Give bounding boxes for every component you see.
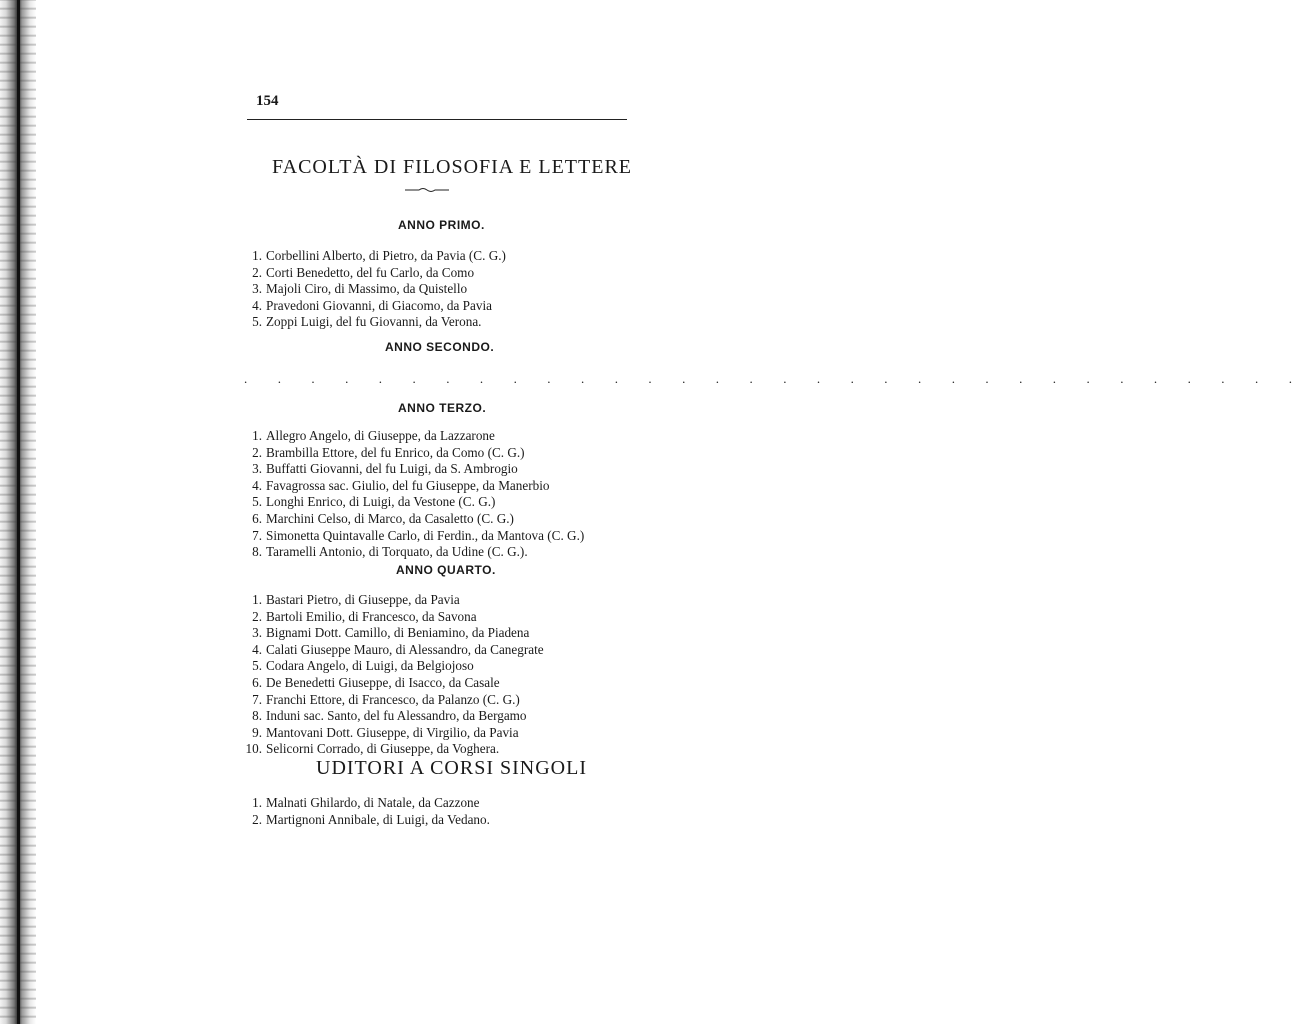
list-item — [242, 265, 506, 282]
list-item — [242, 708, 544, 725]
item-number: 10. — [245, 741, 262, 757]
list-item — [242, 675, 544, 692]
item-number: 3. — [252, 461, 262, 477]
student-list-quarto — [242, 592, 544, 758]
auditors-title: UDITORI A CORSI SINGOLI — [316, 757, 587, 779]
list-item — [242, 428, 584, 445]
student-entry: Bartoli Emilio, di Francesco, da Savona — [266, 608, 477, 624]
item-number: 2. — [252, 811, 262, 827]
list-item — [242, 511, 584, 528]
student-entry: Franchi Ettore, di Francesco, da Palanzo (C. G.) — [266, 691, 520, 707]
student-list-primo — [242, 248, 506, 331]
student-entry: Selicorni Corrado, di Giuseppe, da Voghera. — [266, 741, 500, 757]
student-entry: Mantovani Dott. Giuseppe, di Virgilio, da Pavia — [266, 724, 519, 740]
list-item — [242, 812, 490, 829]
year-heading-terzo: ANNO TERZO. — [398, 401, 487, 415]
list-item — [242, 494, 584, 511]
list-item — [242, 298, 506, 315]
list-item — [242, 658, 544, 675]
student-entry: Majoli Ciro, di Massimo, da Quistello — [266, 281, 468, 297]
list-item — [242, 314, 506, 331]
item-number: 5. — [252, 494, 262, 510]
item-number: 1. — [252, 592, 262, 607]
list-item — [242, 592, 544, 609]
list-item — [242, 544, 584, 561]
item-number: 8. — [252, 544, 262, 560]
list-item — [242, 248, 506, 265]
student-entry: Zoppi Luigi, del fu Giovanni, da Verona. — [266, 314, 482, 330]
list-item — [242, 281, 506, 298]
list-item — [242, 725, 544, 742]
list-item — [242, 445, 584, 462]
item-number: 2. — [252, 264, 262, 280]
item-number: 3. — [252, 281, 262, 297]
dotted-leader-line: . . . . . . . . . . . . . . . . . . . . . . . . . . . . . . . . — [244, 371, 1306, 386]
list-item — [242, 795, 490, 812]
list-item — [242, 528, 584, 545]
item-number: 2. — [252, 608, 262, 624]
item-number: 5. — [252, 314, 262, 330]
header-rule — [247, 119, 627, 120]
student-entry: Bastari Pietro, di Giuseppe, da Pavia — [266, 592, 460, 607]
student-entry: Allegro Angelo, di Giuseppe, da Lazzarone — [266, 428, 495, 443]
page-number: 154 — [256, 93, 279, 109]
student-entry: De Benedetti Giuseppe, di Isacco, da Casale — [266, 674, 500, 690]
item-number: 6. — [252, 674, 262, 690]
year-heading-quarto: ANNO QUARTO. — [396, 563, 496, 577]
student-entry: Induni sac. Santo, del fu Alessandro, da Bergamo — [266, 708, 527, 724]
faculty-title: FACOLTÀ DI FILOSOFIA E LETTERE — [272, 156, 632, 178]
item-number: 4. — [252, 477, 262, 493]
student-entry: Brambilla Ettore, del fu Enrico, da Como (C. G.) — [266, 444, 525, 460]
item-number: 6. — [252, 510, 262, 526]
item-number: 9. — [252, 724, 262, 740]
student-entry: Taramelli Antonio, di Torquato, da Udine (C. G.). — [266, 544, 528, 560]
item-number: 4. — [252, 297, 262, 313]
item-number: 2. — [252, 444, 262, 460]
item-number: 5. — [252, 658, 262, 674]
item-number: 1. — [252, 795, 262, 810]
student-entry: Favagrossa sac. Giulio, del fu Giuseppe, da Manerbio — [266, 477, 550, 493]
list-item — [242, 692, 544, 709]
student-entry: Martignoni Annibale, di Luigi, da Vedano. — [266, 811, 490, 827]
item-number: 1. — [252, 248, 262, 263]
student-list-terzo — [242, 428, 584, 561]
item-number: 1. — [252, 428, 262, 443]
item-number: 7. — [252, 527, 262, 543]
student-entry: Corti Benedetto, del fu Carlo, da Como — [266, 264, 475, 280]
student-list-auditors — [242, 795, 490, 828]
list-item — [242, 461, 584, 478]
student-entry: Calati Giuseppe Mauro, di Alessandro, da Canegrate — [266, 641, 544, 657]
year-heading-primo: ANNO PRIMO. — [398, 218, 485, 232]
item-number: 8. — [252, 708, 262, 724]
student-entry: Longhi Enrico, di Luigi, da Vestone (C. G.) — [266, 494, 496, 510]
item-number: 3. — [252, 625, 262, 641]
item-number: 4. — [252, 641, 262, 657]
year-heading-secondo: ANNO SECONDO. — [385, 340, 495, 354]
list-item — [242, 642, 544, 659]
student-entry: Marchini Celso, di Marco, da Casaletto (C. G.) — [266, 510, 514, 526]
student-entry: Corbellini Alberto, di Pietro, da Pavia (C. G.) — [266, 248, 506, 263]
student-entry: Simonetta Quintavalle Carlo, di Ferdin., da Mantova (C. G.) — [266, 527, 585, 543]
student-entry: Malnati Ghilardo, di Natale, da Cazzone — [266, 795, 480, 810]
list-item — [242, 625, 544, 642]
student-entry: Buffatti Giovanni, del fu Luigi, da S. Ambrogio — [266, 461, 518, 477]
student-entry: Bignami Dott. Camillo, di Beniamino, da Piadena — [266, 625, 530, 641]
list-item — [242, 741, 544, 758]
item-number: 7. — [252, 691, 262, 707]
student-entry: Codara Angelo, di Luigi, da Belgiojoso — [266, 658, 474, 674]
student-entry: Pravedoni Giovanni, di Giacomo, da Pavia — [266, 297, 492, 313]
list-item — [242, 609, 544, 626]
list-item — [242, 478, 584, 495]
title-ornament — [405, 187, 449, 193]
binding-shadow-line — [17, 0, 20, 1024]
